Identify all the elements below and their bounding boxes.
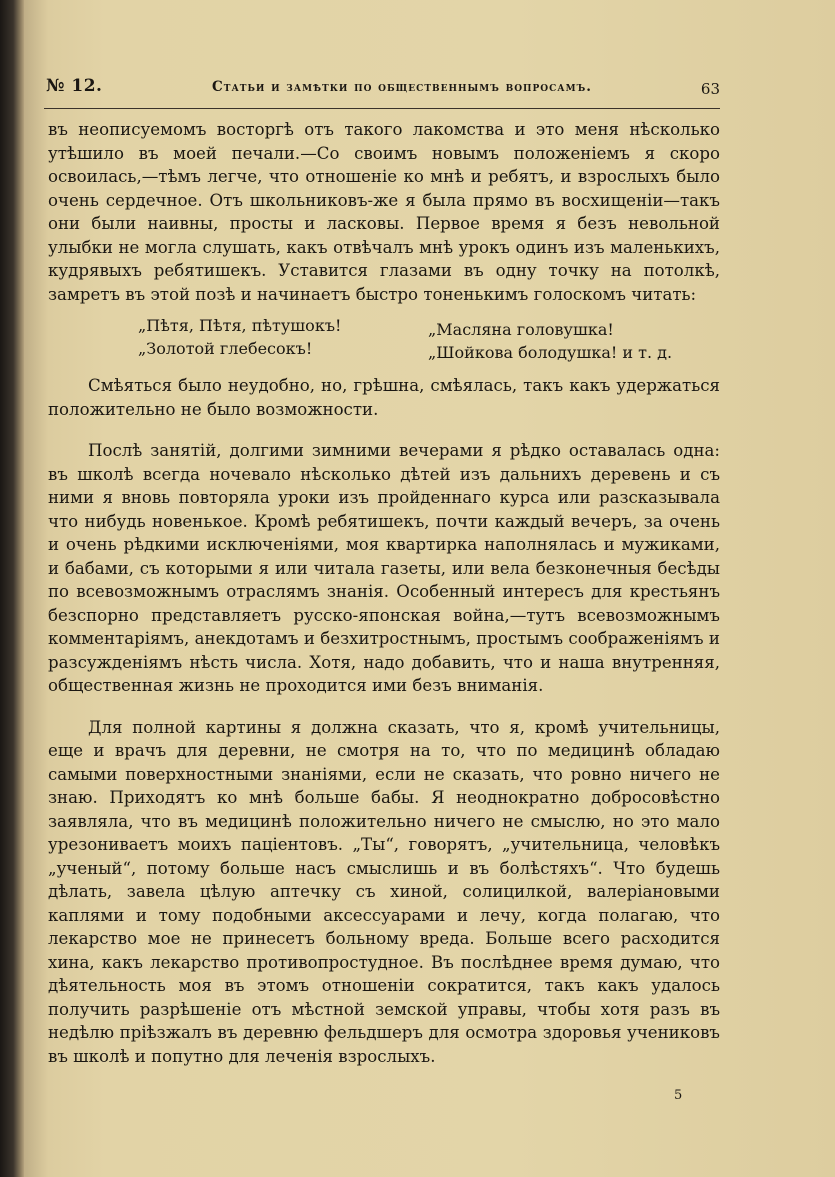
book-page [24, 0, 835, 1177]
paragraph-3: Послѣ занятій, долгими зимними вечерами я рѣдко оставалась одна: въ школѣ всегда ночевало нѣсколько дѣтей изъ дальнихъ деревень и съ ними я вновь повторяла уроки изъ пройденнаго курса или разсказывала что нибудь новенькое. Кромѣ ребятишекъ, почти каждый вечеръ, за очень и очень рѣдкими исключеніями, моя квартирка наполнялась и мужиками, и бабами, съ которыми я или читала газеты, или вела безконечныя бесѣды по всевозможнымъ отраслямъ знанія. Особенный интересъ для крестьянъ безспорно представляетъ русско-японская война,—тутъ всевозможнымъ комментаріямъ, анекдотамъ и безхитростнымъ, простымъ соображеніямъ и разсужденіямъ нѣсть числа. Хотя, надо добавить, что и наша внутренняя, общественная жизнь не проходится ими безъ вниманія. [48, 441, 720, 695]
verse-block [48, 314, 720, 368]
issue-number: № 12. [46, 76, 103, 96]
paragraph-2: Смѣяться было неудобно, но, грѣшна, смѣялась, такъ какъ удержаться положительно не было возможности. [48, 376, 720, 419]
signature-mark: 5 [674, 1088, 683, 1103]
paragraph-4: Для полной картины я должна сказать, что я, кромѣ учительницы, еще и врачъ для деревни, не смотря на то, что по медицинѣ обладаю самыми поверхностными знаніями, если не сказать, что ровно ничего не знаю. Приходятъ ко мнѣ больше бабы. Я неоднократно добросовѣстно заявляла, что въ медицинѣ положительно ничего не смыслю, но это мало урезониваетъ моихъ паціентовъ. „Ты“, говорятъ, „учительница, человѣкъ „ученый“, потому больше насъ смыслишь и въ болѣстяхъ“. Что будешь дѣлать, завела цѣлую аптечку съ хиной, солицилкой, валеріановыми каплями и тому подобными аксессуарами и лечу, когда полагаю, что лекарство мое не принесетъ больному вреда. Больше всего расходится хина, какъ лекарство противопростудное. Въ послѣднее время думаю, что дѣятельность моя въ этомъ отношеніи сократится, такъ какъ удалось получить разрѣшеніе отъ мѣстной земской управы, чтобы хотя разъ въ недѣлю пріѣзжалъ въ деревню фельдшеръ для осмотра здоровья учениковъ въ школѣ и попутно для леченія взрослыхъ. [48, 717, 720, 1066]
verse-line: „Шойкова болодушка! и т. д. [428, 343, 673, 362]
header-rule [44, 108, 720, 109]
book-spine [0, 0, 24, 1177]
section-title: Статьи и замѣтки по общественнымъ вопросамъ. [212, 79, 592, 95]
verse-line: „Масляна головушка! [428, 320, 614, 339]
verse-right-column [428, 318, 672, 364]
running-header [46, 76, 720, 100]
page-number: 63 [700, 80, 720, 98]
verse-line: „Золотой глебесокъ! [138, 339, 313, 358]
verse-left-column [138, 314, 341, 360]
paragraph-1: въ неописуемомъ восторгѣ отъ такого лакомства и это меня нѣсколько утѣшило въ моей печали.—Со своимъ новымъ положеніемъ я скоро освоилась,—тѣмъ легче, что отношеніе ко мнѣ и ребятъ, и взрослыхъ было очень сердечное. Отъ школьниковъ-же я была прямо въ восхищеніи—такъ они были наивны, просты и ласковы. Первое время я безъ невольной улыбки не могла слушать, какъ отвѣчалъ мнѣ урокъ одинъ изъ маленькихъ, кудрявыхъ ребятишекъ. Уставится глазами въ одну точку на потолкѣ, замретъ въ этой позѣ и начинаетъ быстро тоненькимъ голоскомъ читать: [48, 120, 720, 304]
article-body [48, 118, 720, 1068]
verse-line: „Пѣтя, Пѣтя, пѣтушокъ! [138, 316, 342, 335]
